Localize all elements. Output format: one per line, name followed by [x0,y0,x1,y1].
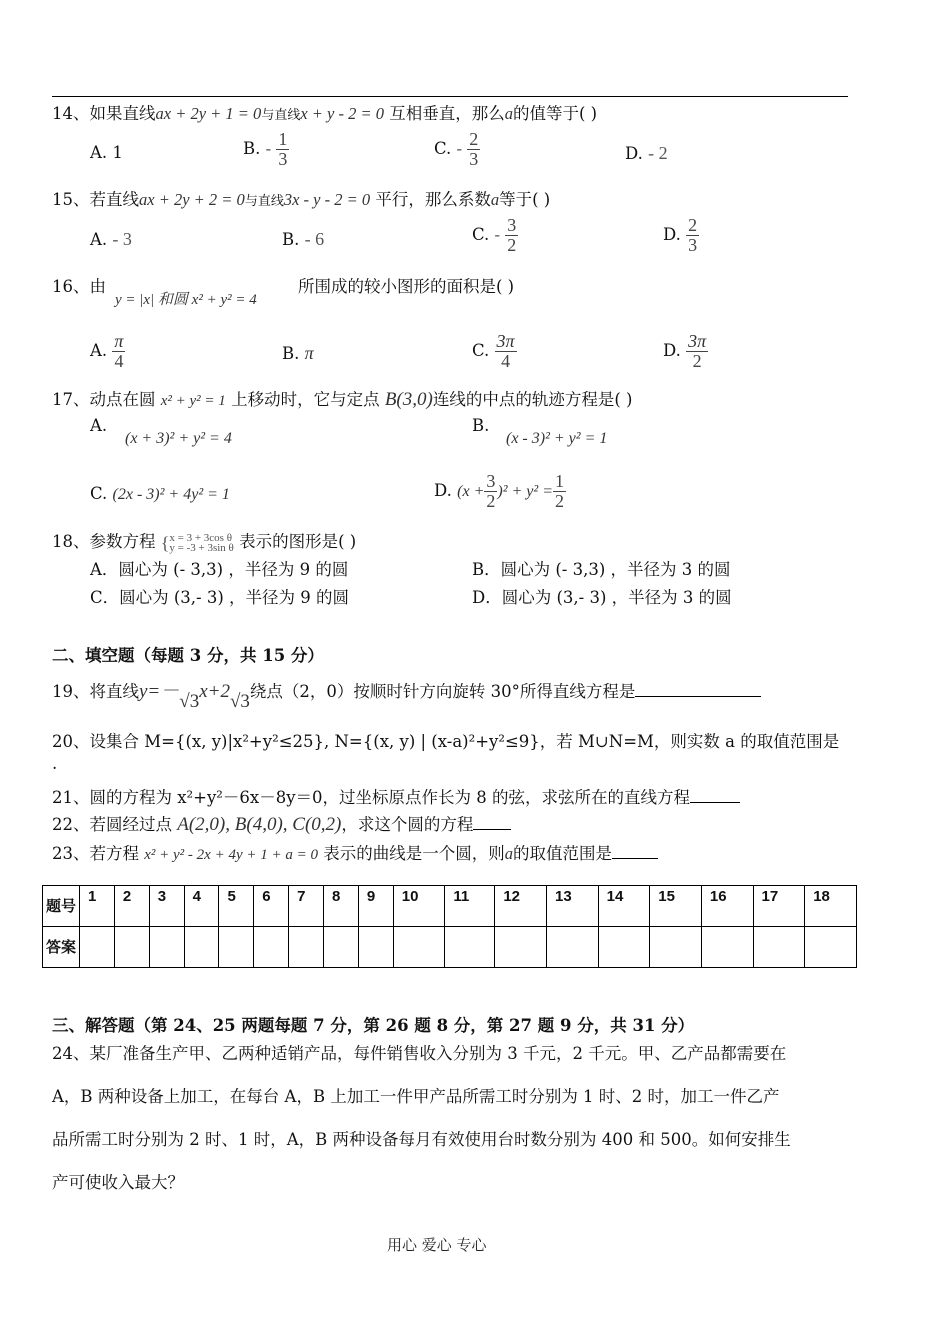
table-cell-number: 12 [495,886,547,927]
q15-end: 等于( ) [499,190,551,209]
q16-opt-b-value: π [304,343,314,363]
q19-answer-blank[interactable] [635,682,761,697]
fraction-denominator: 2 [555,490,564,511]
q14-end: 的值等于( ) [513,104,598,123]
q15-opt-c-label: C. [472,224,490,244]
q17-opt-b-label: B. [472,416,490,435]
answer-table-number-row [43,886,857,927]
q22-points: A(2,0), B(4,0), C(0,2) [177,814,342,835]
answer-cell[interactable] [393,927,445,968]
q14-opt-b-sign: - [265,138,272,158]
fraction-denominator: 3 [278,148,288,169]
fraction-numerator: 2 [688,215,698,235]
table-cell-number: 1 [80,886,115,927]
table-cell-number: 8 [324,886,359,927]
q18-option-c: C．圆心为 (3,- 3) ，半径为 9 的圆 [90,588,350,607]
fraction-numerator: π [114,331,124,351]
q21-answer-blank[interactable] [690,788,740,803]
q16-opt-c-fraction [495,332,517,371]
q14-eq2: x + y - 2 = 0 [300,104,384,123]
q15-eq2: 3x - y - 2 = 0 [283,190,371,209]
fraction-numerator: 3 [507,215,517,235]
q16-opt-c-label: C. [472,340,490,360]
q17-opt-b-value: (x - 3)² + y² = 1 [506,430,608,447]
answer-cell[interactable] [598,927,650,968]
question-22 [52,811,511,836]
fraction-denominator: 4 [501,350,511,371]
answer-table [42,885,857,968]
q23-tail: 的取值范围是 [512,844,612,863]
q14-opt-b-fraction [276,130,289,169]
question-14 [52,100,597,124]
fraction-numerator: 1 [555,471,564,491]
answer-cell[interactable] [254,927,289,968]
fraction-numerator: 2 [469,129,479,149]
q17-opt-d-fraction [484,472,497,511]
q22-tail: ，求这个圆的方程 [341,815,474,834]
table-cell-number: 11 [445,886,495,927]
q15-opt-a-label: A. [90,230,108,249]
question-23 [52,840,658,864]
q14-lead: 如果直线 [89,104,156,123]
q14-opt-d-value: - 2 [648,143,668,163]
fraction-denominator: 4 [114,350,124,371]
table-cell-number: 16 [701,886,753,927]
q17-opt-d-label: D. [434,480,452,500]
q14-option-a [90,143,123,162]
q21-text: 21、圆的方程为 x²+y²－6x－8y＝0，过坐标原点作长为 8 的弦，求弦所在的直线方程 [52,788,691,807]
q17-opt-c-value: (2x - 3)² + 4y² = 1 [112,486,230,503]
q18-param-line2: y = -3 + 3sin θ [169,541,234,554]
answer-cell[interactable] [753,927,805,968]
q17-mid: 上移动时，它与定点 [231,390,380,409]
q15-var: a [490,190,500,209]
answer-cell[interactable] [445,927,495,968]
q22-lead: 22、若圆经过点 [52,815,172,834]
answer-cell[interactable] [701,927,753,968]
q16-equation: y = |x| 和圆 x² + y² = 4 [115,292,257,308]
q17-number: 17、 [52,390,90,409]
q23-answer-blank[interactable] [612,844,658,859]
q19-sqrt2: √3 [229,691,250,712]
q19-lead: 将直线 [89,682,139,701]
question-18 [52,528,356,553]
q19-y: y=－ [139,681,180,702]
q15-opt-a-value: - 3 [112,229,132,249]
q15-opt-b-label: B. [282,230,300,249]
table-cell-number: 9 [358,886,393,927]
fraction-denominator: 2 [507,234,517,255]
answer-cell[interactable] [219,927,254,968]
q22-answer-blank[interactable] [473,815,511,830]
answer-cell[interactable] [184,927,219,968]
q14-mid: 与直线 [261,108,301,123]
table-header-answer: 答案 [43,927,80,968]
q18-param-line1: x = 3 + 3cos θ [169,531,232,544]
q16-opt-a-label: A. [90,340,108,360]
q16-opt-b-label: B. [282,344,300,363]
q17-opt-d-rhs-fraction [553,472,566,511]
q14-opt-a-text: A. 1 [90,143,123,162]
q15-opt-d-fraction [686,216,699,255]
q15-opt-c-fraction [505,216,518,255]
q19-x2: x+2 [199,681,230,702]
q17-option-c [90,484,230,504]
fraction-numerator: 3 [486,471,496,491]
q17-tail: 连线的中点的轨迹方程是( ) [432,390,633,409]
q15-opt-b-value: - 6 [304,229,325,249]
q19-number: 19、 [52,682,90,701]
question-21 [52,784,740,808]
fraction-denominator: 3 [688,234,698,255]
fraction-denominator: 2 [692,350,702,371]
q15-eq1: ax + 2y + 2 = 0 [139,190,245,209]
q16-opt-d-fraction [686,332,708,371]
answer-cell[interactable] [114,927,149,968]
page-footer: 用心 爱心 专心 [387,1236,487,1254]
q19-sqrt1: √3 [179,691,200,712]
q19-tail: 绕点（2，0）按顺时针方向旋转 30°所得直线方程是 [249,682,636,701]
q15-opt-c-sign: - [494,224,501,244]
fraction-denominator: 2 [486,490,496,511]
q14-option-c [434,130,480,169]
q20-dot: . [52,754,58,773]
q15-option-d [663,216,699,255]
q16-opt-d-label: D. [663,340,681,360]
table-cell-number: 5 [219,886,254,927]
q14-var: a [504,104,513,123]
q15-lead: 若直线 [89,190,139,209]
table-cell-number: 18 [805,886,857,927]
q18-param-system [169,533,233,553]
answer-cell[interactable] [805,927,857,968]
q17-point: B(3,0) [384,389,433,410]
table-header-number: 题号 [43,886,80,927]
q17-opt-c-label: C. [90,484,108,503]
q24-line-3: 品所需工时分别为 2 时、1 时，A，B 两种设备每月有效使用台时数分别为 400 和 500。如何安排生 [52,1130,791,1149]
q14-opt-b-label: B. [243,138,261,158]
q23-mid: 表示的曲线是一个圆，则 [323,844,505,863]
q16-tail: 所围成的较小图形的面积是( ) [298,277,515,296]
q18-number: 18、 [52,532,90,551]
answer-cell[interactable] [358,927,393,968]
fraction-numerator: 3π [496,331,515,351]
fraction-denominator: 3 [469,148,479,169]
q17-eq: x² + y² = 1 [160,393,226,409]
q16-option-b [282,343,314,364]
answer-cell[interactable] [289,927,324,968]
q16-option-c [472,332,517,371]
q16-option-d [663,332,708,371]
q17-opt-a-value: (x + 3)² + y² = 4 [125,430,232,447]
q24-line-4: 产可使收入最大？ [52,1173,184,1192]
question-17 [52,386,632,411]
q23-var: a [504,844,513,863]
q15-opt-d-label: D. [663,224,681,244]
q17-option-d [434,472,566,511]
section-2-title: 二、填空题（每题 3 分，共 15 分） [52,646,324,665]
q14-option-d [625,143,668,164]
q24-line-2: A，B 两种设备上加工，在每台 A，B 上加工一件甲产品所需工时分别为 1 时、2 时，加工一件乙产 [52,1087,780,1106]
q16-option-a [90,332,125,371]
q17-opt-a-label: A. [90,416,108,435]
q17-lead: 动点在圆 [89,390,156,409]
answer-cell[interactable] [495,927,547,968]
answer-table-answer-row [43,927,857,968]
q14-opt-c-sign: - [456,138,463,158]
q14-option-b [243,130,289,169]
q18-option-a: A．圆心为 (- 3,3) ，半径为 9 的圆 [90,560,349,579]
answer-cell[interactable] [149,927,184,968]
table-cell-number: 3 [149,886,184,927]
q14-opt-c-fraction [467,130,480,169]
q23-eq: x² + y² - 2x + 4y + 1 + a = 0 [144,847,318,863]
q23-lead: 23、若方程 [52,844,139,863]
q15-option-b [282,229,324,250]
q18-tail: 表示的图形是( ) [239,532,357,551]
answer-cell[interactable] [324,927,359,968]
q17-opt-d-post: )² + y² = [497,482,553,500]
q16-number: 16、 [52,277,90,296]
question-16 [52,273,106,297]
q14-tail: 互相垂直，那么 [389,104,505,123]
question-20: 20、设集合 M={(x, y)|x²+y²≤25}, N={(x, y) | (x-a)²+y²≤9}，若 M∪N=M，则实数 a 的取值范围是 [52,732,840,751]
q16-lead: 由 [89,277,106,296]
brace-symbol: { [160,532,170,553]
answer-cell[interactable] [546,927,598,968]
top-rule [52,96,848,97]
q18-option-d: D．圆心为 (3,- 3) ，半径为 3 的圆 [472,588,732,607]
fraction-numerator: 1 [278,129,288,149]
table-cell-number: 6 [254,886,289,927]
q15-option-c [472,216,518,255]
q15-option-a [90,229,132,250]
q14-opt-d-label: D. [625,144,643,163]
table-cell-number: 14 [598,886,650,927]
q14-opt-c-label: C. [434,138,452,158]
question-15 [52,186,550,210]
q14-eq1: ax + 2y + 1 = 0 [155,104,262,123]
q14-number: 14、 [52,104,90,123]
section-3-title: 三、解答题（第 24、25 两题每题 7 分，第 26 题 8 分，第 27 题 9 分，共 31 分） [52,1016,695,1035]
fraction-numerator: 3π [688,331,707,351]
q24-line-1: 24、某厂准备生产甲、乙两种适销产品，每件销售收入分别为 3 千元，2 千元。甲、乙产品都需要在 [52,1044,787,1063]
q16-opt-a-fraction [112,332,125,371]
table-cell-number: 7 [289,886,324,927]
table-cell-number: 15 [650,886,702,927]
table-cell-number: 4 [184,886,219,927]
q18-lead: 参数方程 [89,532,156,551]
q15-mid: 与直线 [244,194,284,209]
table-cell-number: 2 [114,886,149,927]
q15-tail: 平行，那么系数 [375,190,491,209]
table-cell-number: 17 [753,886,805,927]
q17-opt-d-pre: (x + [457,482,485,500]
question-19 [52,676,761,712]
table-cell-number: 13 [546,886,598,927]
answer-cell[interactable] [80,927,115,968]
answer-cell[interactable] [650,927,702,968]
table-cell-number: 10 [393,886,445,927]
q15-number: 15、 [52,190,90,209]
q18-option-b: B．圆心为 (- 3,3) ，半径为 3 的圆 [472,560,731,579]
